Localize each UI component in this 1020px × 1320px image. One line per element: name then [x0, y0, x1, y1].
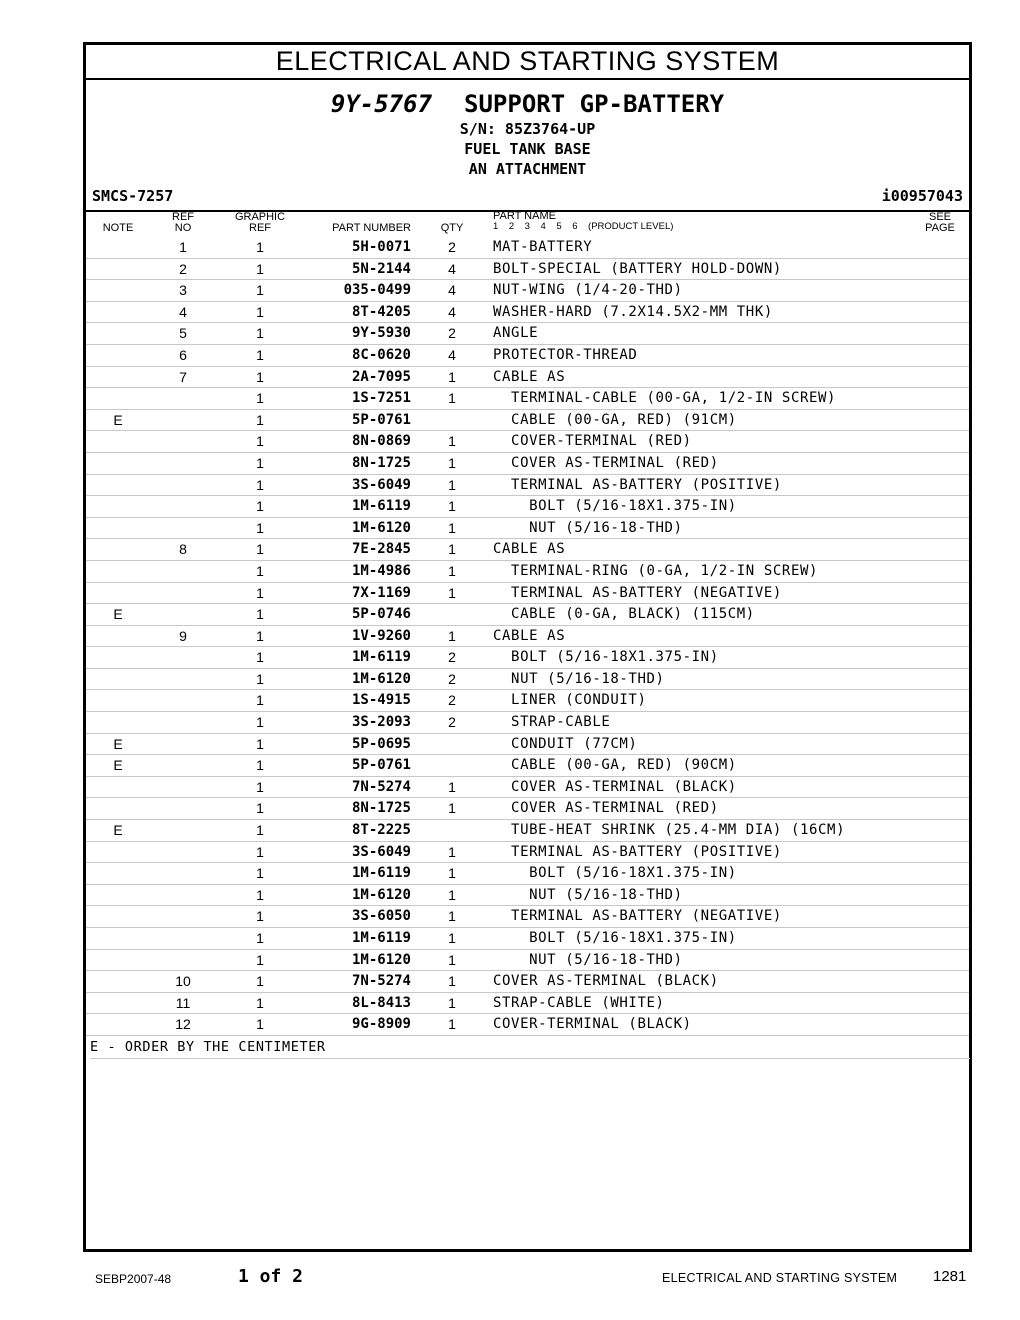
- qty-cell: 1: [448, 627, 456, 644]
- table-row: [86, 280, 969, 302]
- section-title: ELECTRICAL AND STARTING SYSTEM: [86, 45, 969, 80]
- group-title-line: [86, 89, 969, 119]
- table-row: [86, 367, 969, 389]
- table-row: [86, 777, 969, 799]
- qty-cell: 1: [448, 908, 456, 925]
- graphic-ref-cell: 1: [256, 1016, 264, 1033]
- table-row: [86, 798, 969, 820]
- qty-cell: 2: [448, 239, 456, 255]
- graphic-ref-cell: 1: [256, 239, 264, 255]
- part-number-cell: 1M-6120: [351, 886, 411, 903]
- qty-cell: 1: [448, 584, 456, 601]
- qty-cell: 1: [448, 994, 456, 1011]
- part-name-cell: COVER-TERMINAL (RED): [493, 433, 692, 450]
- part-number-cell: 9G-8909: [351, 1016, 411, 1033]
- part-name-cell: CABLE (00-GA, RED) (90CM): [493, 757, 737, 774]
- table-row: [86, 259, 969, 281]
- qty-cell: 1: [448, 951, 456, 968]
- qty-cell: 1: [448, 390, 456, 407]
- col-part-name: PART NAME: [493, 210, 556, 222]
- part-number-cell: 035-0499: [343, 282, 411, 299]
- graphic-ref-cell: 1: [256, 714, 264, 731]
- col-ref-top: REF: [172, 211, 194, 223]
- qty-cell: 1: [448, 800, 456, 817]
- qty-cell: 2: [448, 325, 456, 342]
- part-number-cell: 8T-2225: [351, 822, 411, 839]
- col-graphic-top: GRAPHIC: [234, 211, 286, 223]
- serial-number: S/N: 85Z3764-UP: [459, 120, 596, 138]
- graphic-ref-cell: 1: [256, 822, 264, 839]
- note-cell: E: [113, 757, 123, 774]
- footnote: E - ORDER BY THE CENTIMETER: [90, 1036, 970, 1059]
- note-cell: E: [113, 411, 123, 428]
- graphic-ref-cell: 1: [256, 778, 264, 795]
- group-name: SUPPORT GP-BATTERY: [464, 90, 725, 118]
- part-name-cell: CONDUIT (77CM): [493, 735, 638, 752]
- part-name-cell: CABLE (0-GA, BLACK) (115CM): [493, 606, 755, 623]
- qty-cell: 1: [448, 368, 456, 385]
- part-number-cell: 5H-0071: [351, 239, 411, 255]
- col-product-level: 1 2 3 4 5 6 (PRODUCT LEVEL): [493, 221, 674, 232]
- table-row: [86, 906, 969, 928]
- table-row: [86, 453, 969, 475]
- part-name-cell: BOLT (5/16-18X1.375-IN): [493, 649, 719, 666]
- graphic-ref-cell: 1: [256, 908, 264, 925]
- table-row: [86, 950, 969, 972]
- table-row: [86, 1014, 969, 1036]
- part-number-cell: 8C-0620: [351, 346, 411, 363]
- qty-cell: 4: [448, 303, 456, 320]
- illustration-id: i00957043: [881, 187, 963, 205]
- part-name-cell: STRAP-CABLE: [493, 714, 611, 731]
- col-see-top: SEE: [928, 211, 951, 223]
- qty-cell: 4: [448, 346, 456, 363]
- part-name-cell: NUT (5/16-18-THD): [493, 886, 683, 903]
- part-number-cell: 1V-9260: [351, 627, 411, 644]
- table-row: [86, 431, 969, 453]
- part-number-cell: 1S-4915: [351, 692, 411, 709]
- parts-table: [86, 237, 969, 1036]
- graphic-ref-cell: 1: [256, 390, 264, 407]
- col-see-bottom: PAGE: [925, 222, 955, 234]
- part-number-cell: 8N-1725: [351, 800, 411, 817]
- graphic-ref-cell: 1: [256, 606, 264, 623]
- table-row: [86, 755, 969, 777]
- ref-no-cell: 10: [175, 973, 191, 990]
- part-name-cell: BOLT (5/16-18X1.375-IN): [493, 930, 737, 946]
- graphic-ref-cell: 1: [256, 325, 264, 342]
- part-name-cell: NUT (5/16-18-THD): [493, 519, 683, 536]
- note-cell: E: [113, 606, 123, 623]
- graphic-ref-cell: 1: [256, 498, 264, 515]
- part-number-cell: 8T-4205: [351, 303, 411, 320]
- footer-page-of: 1 of 2: [238, 1266, 304, 1287]
- part-number-cell: 1M-6120: [351, 519, 411, 536]
- part-name-cell: TUBE-HEAT SHRINK (25.4-MM DIA) (16CM): [493, 822, 846, 839]
- table-row: [86, 539, 969, 561]
- graphic-ref-cell: 1: [256, 757, 264, 774]
- graphic-ref-cell: 1: [256, 843, 264, 860]
- graphic-ref-cell: 1: [256, 519, 264, 536]
- qty-cell: 1: [448, 541, 456, 558]
- graphic-ref-cell: 1: [256, 282, 264, 299]
- part-name-cell: TERMINAL AS-BATTERY (POSITIVE): [493, 843, 782, 860]
- part-number-cell: 7N-5274: [351, 778, 411, 795]
- part-number-cell: 5P-0746: [351, 606, 411, 623]
- part-name-cell: BOLT (5/16-18X1.375-IN): [493, 865, 737, 882]
- table-row: [86, 712, 969, 734]
- part-name-cell: TERMINAL AS-BATTERY (NEGATIVE): [493, 908, 782, 925]
- part-name-cell: ANGLE: [493, 325, 539, 342]
- graphic-ref-cell: 1: [256, 800, 264, 817]
- ref-no-cell: 5: [179, 325, 187, 342]
- part-number-cell: 3S-6049: [351, 476, 411, 493]
- qty-cell: 1: [448, 433, 456, 450]
- part-name-cell: CABLE AS: [493, 368, 566, 385]
- footer-page-number: 1281: [933, 1268, 967, 1285]
- table-row: [86, 820, 969, 842]
- graphic-ref-cell: 1: [256, 476, 264, 493]
- table-row: [86, 863, 969, 885]
- footer-section: ELECTRICAL AND STARTING SYSTEM: [662, 1271, 898, 1285]
- part-number-cell: 3S-6049: [351, 843, 411, 860]
- part-name-cell: TERMINAL-RING (0-GA, 1/2-IN SCREW): [493, 562, 819, 579]
- note-cell: E: [113, 735, 123, 752]
- qty-cell: 1: [448, 1016, 456, 1033]
- part-name-cell: NUT (5/16-18-THD): [493, 951, 683, 968]
- part-name-cell: CABLE AS: [493, 541, 566, 558]
- part-name-cell: CABLE AS: [493, 627, 566, 644]
- part-number-cell: 1M-4986: [351, 562, 411, 579]
- qty-cell: 4: [448, 260, 456, 277]
- graphic-ref-cell: 1: [256, 303, 264, 320]
- part-number-cell: 9Y-5930: [351, 325, 411, 342]
- part-number-cell: 1M-6119: [351, 649, 411, 666]
- table-row: [86, 388, 969, 410]
- group-header: [86, 89, 969, 179]
- part-name-cell: MAT-BATTERY: [493, 239, 593, 255]
- table-row: [86, 410, 969, 432]
- part-number-cell: 1M-6119: [351, 930, 411, 946]
- ref-no-cell: 8: [179, 541, 187, 558]
- qty-cell: 2: [448, 692, 456, 709]
- part-number-cell: 3S-6050: [351, 908, 411, 925]
- table-row: [86, 690, 969, 712]
- part-name-cell: STRAP-CABLE (WHITE): [493, 994, 665, 1011]
- group-number: 9Y-5767: [330, 90, 433, 118]
- part-name-cell: BOLT-SPECIAL (BATTERY HOLD-DOWN): [493, 260, 782, 277]
- graphic-ref-cell: 1: [256, 541, 264, 558]
- table-row: [86, 647, 969, 669]
- part-number-cell: 5P-0695: [351, 735, 411, 752]
- table-row: [86, 323, 969, 345]
- table-row: [86, 561, 969, 583]
- part-number-cell: 1M-6119: [351, 865, 411, 882]
- qty-cell: 1: [448, 930, 456, 946]
- part-number-cell: 1M-6120: [351, 951, 411, 968]
- qty-cell: 4: [448, 282, 456, 299]
- qty-cell: 2: [448, 649, 456, 666]
- qty-cell: 1: [448, 886, 456, 903]
- ref-no-cell: 6: [179, 346, 187, 363]
- col-part-number: PART NUMBER: [332, 222, 411, 234]
- graphic-ref-cell: 1: [256, 649, 264, 666]
- part-number-cell: 2A-7095: [351, 368, 411, 385]
- table-row: [86, 345, 969, 367]
- part-number-cell: 7X-1169: [351, 584, 411, 601]
- part-name-cell: COVER AS-TERMINAL (BLACK): [493, 973, 719, 990]
- part-name-cell: COVER AS-TERMINAL (RED): [493, 454, 719, 471]
- part-name-cell: CABLE (00-GA, RED) (91CM): [493, 411, 737, 428]
- ref-no-cell: 1: [179, 239, 187, 255]
- table-row: [86, 885, 969, 907]
- part-name-cell: NUT (5/16-18-THD): [493, 670, 665, 687]
- qty-cell: 2: [448, 670, 456, 687]
- qty-cell: 1: [448, 973, 456, 990]
- parts-page-frame: [83, 42, 972, 1252]
- table-row: [86, 302, 969, 324]
- graphic-ref-cell: 1: [256, 627, 264, 644]
- part-name-cell: WASHER-HARD (7.2X14.5X2-MM THK): [493, 303, 773, 320]
- part-number-cell: 1S-7251: [351, 390, 411, 407]
- ref-no-cell: 3: [179, 282, 187, 299]
- part-name-cell: BOLT (5/16-18X1.375-IN): [493, 498, 737, 515]
- graphic-ref-cell: 1: [256, 411, 264, 428]
- table-row: [86, 518, 969, 540]
- part-number-cell: 8N-1725: [351, 454, 411, 471]
- table-row: [86, 475, 969, 497]
- group-description-1: FUEL TANK BASE: [464, 140, 591, 158]
- table-row: [86, 583, 969, 605]
- part-number-cell: 3S-2093: [351, 714, 411, 731]
- graphic-ref-cell: 1: [256, 886, 264, 903]
- graphic-ref-cell: 1: [256, 692, 264, 709]
- graphic-ref-cell: 1: [256, 670, 264, 687]
- graphic-ref-cell: 1: [256, 368, 264, 385]
- qty-cell: 2: [448, 714, 456, 731]
- graphic-ref-cell: 1: [256, 951, 264, 968]
- qty-cell: 1: [448, 476, 456, 493]
- graphic-ref-cell: 1: [256, 865, 264, 882]
- part-name-cell: LINER (CONDUIT): [493, 692, 647, 709]
- table-row: [86, 842, 969, 864]
- part-number-cell: 8L-8413: [351, 994, 411, 1011]
- part-number-cell: 1M-6119: [351, 498, 411, 515]
- part-number-cell: 5P-0761: [351, 757, 411, 774]
- graphic-ref-cell: 1: [256, 735, 264, 752]
- col-graphic-bottom: REF: [249, 222, 271, 234]
- table-row: [86, 993, 969, 1015]
- qty-cell: 1: [448, 519, 456, 536]
- col-ref-bottom: NO: [174, 222, 192, 234]
- graphic-ref-cell: 1: [256, 562, 264, 579]
- part-name-cell: TERMINAL AS-BATTERY (NEGATIVE): [493, 584, 782, 601]
- table-row: [86, 604, 969, 626]
- graphic-ref-cell: 1: [256, 930, 264, 946]
- qty-cell: 1: [448, 562, 456, 579]
- part-name-cell: COVER AS-TERMINAL (RED): [493, 800, 719, 817]
- qty-cell: 1: [448, 498, 456, 515]
- table-row: [86, 496, 969, 518]
- smcs-code: SMCS-7257: [92, 187, 174, 205]
- graphic-ref-cell: 1: [256, 346, 264, 363]
- graphic-ref-cell: 1: [256, 994, 264, 1011]
- ref-no-cell: 2: [179, 260, 187, 277]
- group-description-2: AN ATTACHMENT: [468, 160, 587, 178]
- part-name-cell: PROTECTOR-THREAD: [493, 346, 638, 363]
- part-number-cell: 5P-0761: [351, 411, 411, 428]
- qty-cell: 1: [448, 778, 456, 795]
- footer-doc-id: SEBP2007-48: [95, 1272, 172, 1286]
- qty-cell: 1: [448, 865, 456, 882]
- col-qty: QTY: [440, 222, 464, 234]
- table-row: [86, 669, 969, 691]
- ref-no-cell: 9: [179, 627, 187, 644]
- graphic-ref-cell: 1: [256, 433, 264, 450]
- graphic-ref-cell: 1: [256, 973, 264, 990]
- graphic-ref-cell: 1: [256, 584, 264, 601]
- table-row: [86, 734, 969, 756]
- note-cell: E: [113, 822, 123, 839]
- part-name-cell: COVER AS-TERMINAL (BLACK): [493, 778, 737, 795]
- part-number-cell: 7E-2845: [351, 541, 411, 558]
- part-name-cell: COVER-TERMINAL (BLACK): [493, 1016, 692, 1033]
- part-number-cell: 1M-6120: [351, 670, 411, 687]
- table-row: [86, 971, 969, 993]
- table-row: [86, 928, 969, 950]
- ref-no-cell: 12: [175, 1016, 191, 1033]
- part-name-cell: NUT-WING (1/4-20-THD): [493, 282, 683, 299]
- ref-no-cell: 7: [179, 368, 187, 385]
- graphic-ref-cell: 1: [256, 454, 264, 471]
- table-row: [86, 626, 969, 648]
- table-row: [86, 237, 969, 259]
- ref-no-cell: 4: [179, 303, 187, 320]
- qty-cell: 1: [448, 454, 456, 471]
- part-number-cell: 7N-5274: [351, 973, 411, 990]
- part-number-cell: 8N-0869: [351, 433, 411, 450]
- part-number-cell: 5N-2144: [351, 260, 411, 277]
- part-name-cell: TERMINAL AS-BATTERY (POSITIVE): [493, 476, 782, 493]
- col-note: NOTE: [102, 222, 134, 234]
- graphic-ref-cell: 1: [256, 260, 264, 277]
- ref-no-cell: 11: [175, 994, 191, 1011]
- part-name-cell: TERMINAL-CABLE (00-GA, 1/2-IN SCREW): [493, 390, 837, 407]
- qty-cell: 1: [448, 843, 456, 860]
